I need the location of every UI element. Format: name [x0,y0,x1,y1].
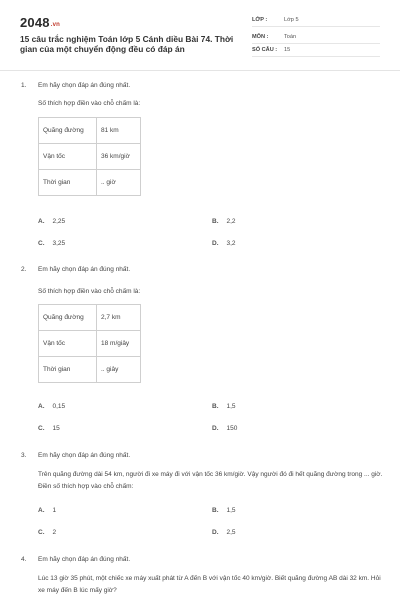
site-logo[interactable]: 2048.vn [20,15,61,30]
question-text: Trên quãng đường dài 54 km, người đi xe máy đi với vận tốc 36 km/giờ. Vậy người đó đi hết quãng đường trong ... giờ. Điền số thích hợp vào chỗ chấm: [38,471,383,490]
table-row: Quãng đường 2,7 km [39,305,141,331]
question-instruction: Số thích hợp điền vào chỗ chấm là: [38,288,141,295]
option-b[interactable]: B. 1,5 [212,403,236,410]
page-header [0,0,400,74]
question-instruction: Số thích hợp điền vào chỗ chấm là: [38,100,141,107]
option-b[interactable]: B. 1,5 [212,507,236,514]
question-number: 3. [21,452,27,459]
meta-question-count: SỐ CÂU : 15 [252,45,380,57]
option-d[interactable]: D. 150 [212,425,238,432]
option-a[interactable]: A. 0,15 [38,403,66,410]
header-divider [0,70,400,71]
option-a[interactable]: A. 2,25 [38,218,66,225]
question-text: Lúc 13 giờ 35 phút, một chiếc xe máy xuất phát từ A đến B với vận tốc 40 km/giờ. Biết quãng đường AB dài 32 km. Hỏi xe máy đến B lúc mấy giờ? [38,575,381,594]
question-number: 1. [21,82,27,89]
option-b[interactable]: B. 2,2 [212,218,236,225]
option-d[interactable]: D. 3,2 [212,240,236,247]
question-prompt: Em hãy chọn đáp án đúng nhất. [38,452,131,459]
table-row: Thời gian .. giây [39,357,141,383]
table-row: Thời gian .. giờ [39,170,141,196]
meta-grade: LỚP : Lớp 5 [252,15,380,27]
table-row: Vận tốc 36 km/giờ [39,144,141,170]
question-number: 4. [21,556,27,563]
table-row: Quãng đường 81 km [39,118,141,144]
data-table [38,117,141,196]
option-c[interactable]: C. 15 [38,425,60,432]
question-prompt: Em hãy chọn đáp án đúng nhất. [38,266,131,273]
table-row: Vận tốc 18 m/giây [39,331,141,357]
option-a[interactable]: A. 1 [38,507,57,514]
option-c[interactable]: C. 3,25 [38,240,66,247]
question-number: 2. [21,266,27,273]
meta-subject: MÔN : Toán [252,32,380,44]
data-table [38,304,141,383]
option-c[interactable]: C. 2 [38,529,57,536]
question-prompt: Em hãy chọn đáp án đúng nhất. [38,556,131,563]
document-title: 15 câu trắc nghiệm Toán lớp 5 Cánh diều Bài 74. Thời gian của một chuyển động đều có đáp án [20,34,234,54]
question-prompt: Em hãy chọn đáp án đúng nhất. [38,82,131,89]
option-d[interactable]: D. 2,5 [212,529,236,536]
